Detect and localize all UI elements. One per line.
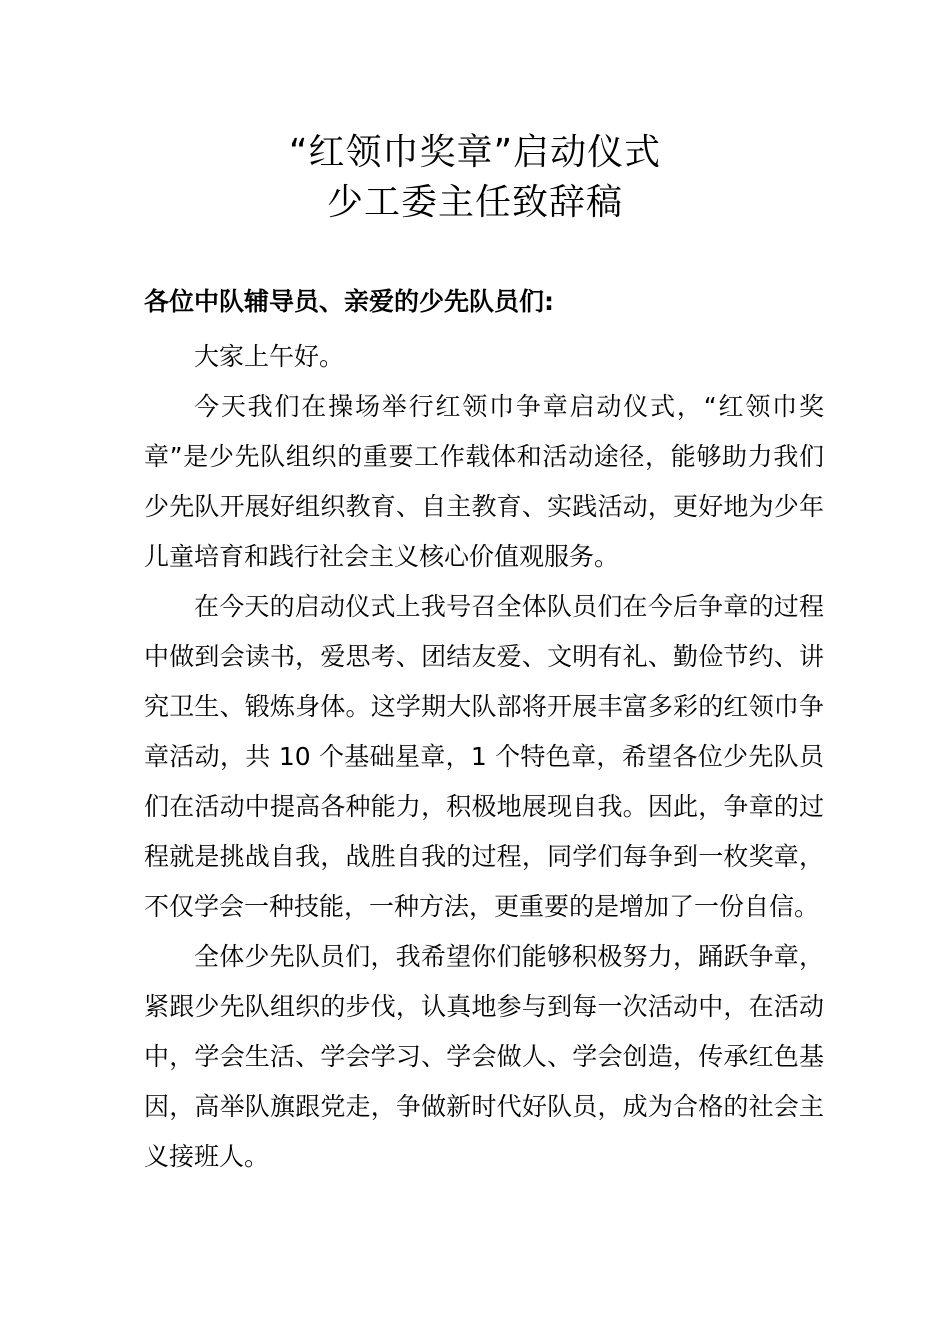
title-line-2: 少工委主任致辞稿 [326,182,623,223]
paragraph-greeting: 大家上午好。 [194,342,345,371]
salutation: 各位中队辅导员、亲爱的少先队员们: [144,287,554,316]
paragraph-introduction: 今天我们在操场举行红领巾争章启动仪式，“红领巾奖章”是少先队组织的重要工作载体和活动途径，能够助力我们少先队开展好组织教育、自主教育、实践活动，更好地为少年儿童培育和践行社会主义核心价值观服务。 [144,392,824,571]
document-title [0,128,950,228]
document-body [144,332,824,1182]
paragraph-call-to-action: 在今天的启动仪式上我号召全体队员们在今后争章的过程中做到会读书，爱思考、团结友爱、文明有礼、勤俭节约、讲究卫生、锻炼身体。这学期大队部将开展丰富多彩的红领巾争章活动，共 10 个基础星章，1 个特色章，希望各位少先队员们在活动中提高各种能力，积极地展现自我。因此，争章的过程就是挑战自我，战胜自我的过程，同学们每争到一枚奖章，不仅学会一种技能，一种方法，更重要的是增加了一份自信。 [144,592,824,921]
title-line-1: “红领巾奖章”启动仪式 [288,132,662,173]
paragraph-closing: 全体少先队员们，我希望你们能够积极努力，踊跃争章，紧跟少先队组织的步伐，认真地参与到每一次活动中，在活动中，学会生活、学会学习、学会做人、学会创造，传承红色基因，高举队旗跟党走，争做新时代好队员，成为合格的社会主义接班人。 [144,942,824,1171]
